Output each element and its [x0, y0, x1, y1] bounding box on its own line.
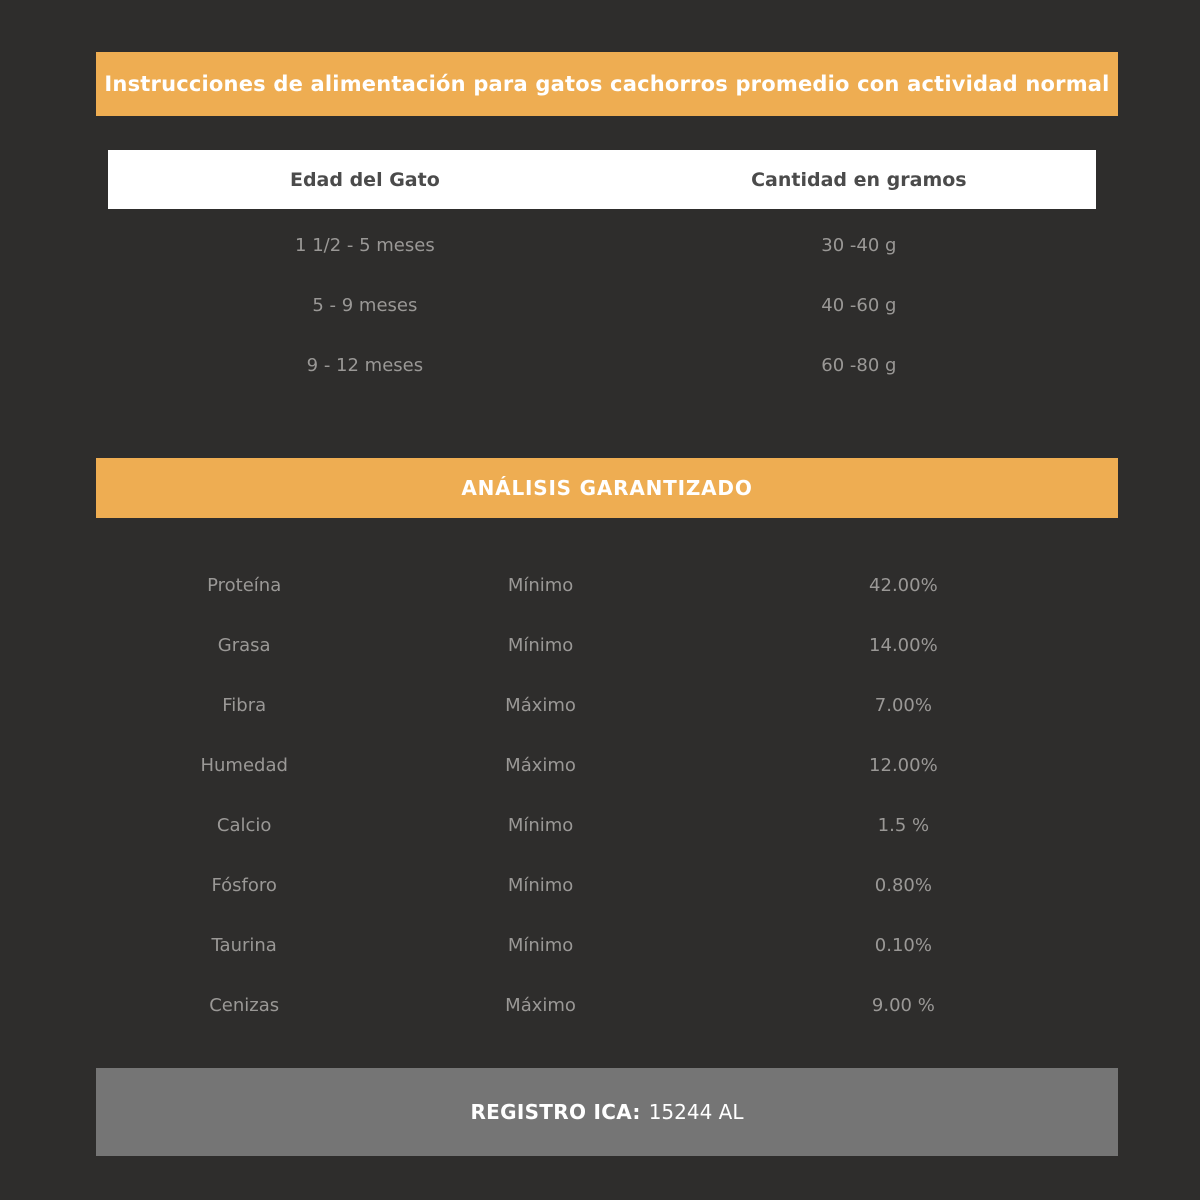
analysis-value: 0.10% [874, 934, 932, 956]
analysis-qualifier: Mínimo [507, 574, 574, 596]
table-row [96, 735, 1118, 795]
analysis-table-body [96, 555, 1118, 1035]
analysis-nutrient: Grasa [217, 634, 271, 656]
registro-ica-bar [96, 1068, 1118, 1156]
analysis-title: ANÁLISIS GARANTIZADO [461, 476, 753, 500]
analysis-qualifier: Mínimo [507, 634, 574, 656]
feeding-amount-value: 40 -60 g [821, 294, 897, 316]
analysis-qualifier: Máximo [505, 754, 576, 776]
registro-ica-value: 15244 AL [648, 1100, 744, 1124]
analysis-value: 7.00% [874, 694, 932, 716]
analysis-qualifier: Mínimo [507, 814, 574, 836]
feeding-instructions-title: Instrucciones de alimentación para gatos cachorros promedio con actividad normal [104, 72, 1110, 96]
table-row [108, 335, 1096, 395]
feeding-amount-value: 30 -40 g [821, 234, 897, 256]
analysis-value: 0.80% [874, 874, 932, 896]
analysis-nutrient: Cenizas [209, 994, 280, 1016]
analysis-value: 12.00% [869, 754, 938, 776]
table-row [108, 275, 1096, 335]
analysis-nutrient: Calcio [216, 814, 272, 836]
analysis-nutrient: Fósforo [211, 874, 277, 896]
feeding-instructions-banner [96, 52, 1118, 116]
feeding-table-body [108, 215, 1096, 395]
feeding-table-header [108, 150, 1096, 209]
feeding-age-value: 9 - 12 meses [306, 354, 424, 376]
table-row [96, 915, 1118, 975]
analysis-nutrient: Fibra [222, 694, 267, 716]
table-row [96, 795, 1118, 855]
analysis-nutrient: Proteína [207, 574, 282, 596]
table-row [96, 855, 1118, 915]
table-row [96, 975, 1118, 1035]
analysis-qualifier: Máximo [505, 694, 576, 716]
analysis-value: 1.5 % [877, 814, 930, 836]
feeding-age-value: 5 - 9 meses [312, 294, 418, 316]
analysis-nutrient: Humedad [200, 754, 288, 776]
analysis-nutrient: Taurina [211, 934, 277, 956]
analysis-value: 14.00% [869, 634, 938, 656]
analysis-qualifier: Máximo [505, 994, 576, 1016]
table-row [96, 675, 1118, 735]
analysis-qualifier: Mínimo [507, 934, 574, 956]
analysis-qualifier: Mínimo [507, 874, 574, 896]
table-row [108, 215, 1096, 275]
analysis-value: 9.00 % [871, 994, 935, 1016]
feeding-column-age: Edad del Gato [289, 168, 440, 191]
analysis-banner [96, 458, 1118, 518]
table-row [96, 615, 1118, 675]
feeding-age-value: 1 1/2 - 5 meses [295, 234, 435, 256]
table-row [96, 555, 1118, 615]
feeding-amount-value: 60 -80 g [821, 354, 897, 376]
feeding-column-amount: Cantidad en gramos [751, 168, 967, 191]
analysis-value: 42.00% [869, 574, 938, 596]
registro-ica-label: REGISTRO ICA: [470, 1100, 641, 1124]
